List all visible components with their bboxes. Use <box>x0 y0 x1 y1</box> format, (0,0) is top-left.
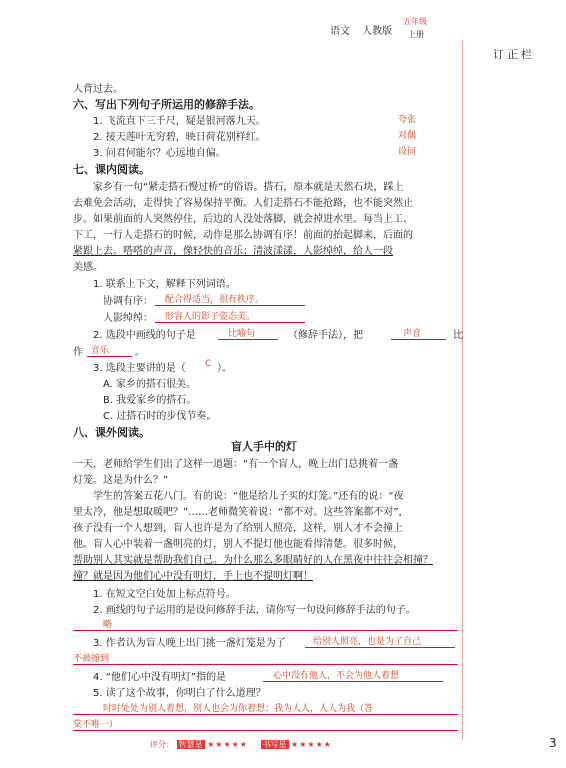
passage-line: 去难免会活动，走得快了容易保持平衡。人们走搭石不能抢路，也不能突然止 <box>73 198 413 209</box>
writing-star-label: 书写星 <box>262 740 287 749</box>
story-line: 灯笼。这是为什么？” <box>73 475 169 486</box>
wisdom-stars: ★★★★★ <box>207 740 248 749</box>
section-six-title: 六、写出下列句子所运用的修辞手法。 <box>73 98 260 111</box>
q8-5-answer: 时时处处为别人着想，别人也会为你着想；我为人人，人人为我（答 <box>103 704 374 714</box>
q7-1: 1. 联系上下文，解释下列词语。 <box>93 279 236 290</box>
story-line: 撞？就是因为他们心中没有明灯，手上也不提明灯啊！ <box>73 571 313 582</box>
publisher-label: 人教版 <box>362 26 392 37</box>
page-header <box>0 17 566 61</box>
passage-line: 紧跟上去。嗒嗒的声音，像轻快的音乐；清波漾漾，人影绰绰，给人一段 <box>73 246 393 257</box>
q8-3: 3. 作者认为盲人晚上出门挑一盏灯笼是为了 <box>93 638 286 649</box>
q8-2: 2. 画线的句子运用的是设问修辞手法，请你写一句设问修辞手法的句子。 <box>93 605 416 616</box>
q7-2-end: 。 <box>135 347 145 358</box>
option-b: B. 我爱家乡的搭石。 <box>103 395 197 406</box>
q7-2-bi: 比 <box>453 330 463 341</box>
q8-5-answer-cont: 棠不唯一） <box>73 720 119 730</box>
q6-3-answer: 设问 <box>398 147 417 157</box>
harmony-answer: 配合得适当，很有秩序。 <box>165 295 265 305</box>
volume-label: 上册 <box>408 30 424 39</box>
term-shadow: 人影绰绰： <box>103 313 153 324</box>
score-label: 评分： <box>150 740 174 749</box>
q7-2-zuo: 作 <box>73 347 83 358</box>
q8-1: 1. 在短文空白处加上标点符号。 <box>93 589 236 600</box>
q8-2-answer: 略 <box>103 620 113 630</box>
q7-3: 3. 选段主要讲的是（ <box>93 363 186 374</box>
q7-3-end: ）。 <box>217 363 232 374</box>
q7-2: 2. 选段中画线的句子是 <box>93 330 196 341</box>
page-number: 3 <box>549 736 557 750</box>
q7-2-mid: （修辞手法），把 <box>288 330 363 341</box>
passage-line: 步。如果前面的人突然停住，后边的人没处落脚，就会掉进水里。每当上工、 <box>73 214 413 225</box>
writing-stars: ★★★★★ <box>291 740 332 749</box>
option-a: A. 家乡的搭石很美。 <box>103 379 197 390</box>
shadow-answer: 形容人的影子姿态美。 <box>165 312 256 322</box>
q7-2-b: 音乐 <box>91 346 110 356</box>
q7-3-answer: C <box>205 359 212 369</box>
section-seven-title: 七、课内阅读。 <box>73 163 150 176</box>
q6-1-answer: 夸张 <box>398 115 417 125</box>
q6-2: 2. 接天莲叶无穷碧，映日荷花别样红。 <box>93 132 266 143</box>
grade-label: 五年级 <box>403 17 427 26</box>
text-line: 人背过去。 <box>73 84 123 95</box>
term-harmony: 协调有序： <box>103 296 153 307</box>
q8-5: 5. 读了这个故事，你明白了什么道理？ <box>93 688 266 699</box>
q8-4: 4. “他们心中没有明灯”指的是 <box>93 672 227 683</box>
correction-column-title: 订正栏 <box>493 48 535 61</box>
wisdom-star-label: 智慧星 <box>178 740 203 749</box>
q8-4-answer: 心中没有他人，不会为他人着想 <box>273 671 400 681</box>
section-eight-title: 八、课外阅读。 <box>73 426 150 439</box>
q8-3-answer-cont: 不被撞到 <box>73 654 110 664</box>
q8-3-answer: 给别人照亮，也是为了自己 <box>313 637 422 647</box>
score-footer <box>150 739 450 753</box>
story-line: 孩子没有一个人想到，盲人也许是为了给别人照亮，这样，别人才不会撞上 <box>73 523 403 534</box>
story-line: 一天，老师给学生们出了这样一道题：“有一个盲人，晚上出门总挑着一盏 <box>73 459 399 470</box>
subject-label: 语文 <box>330 26 350 37</box>
q6-2-answer: 对偶 <box>398 131 417 141</box>
passage-line: 家乡有一句“紧走搭石慢过桥”的俗语。搭石，原本就是天然石块，踩上 <box>93 182 404 193</box>
margin-divider <box>462 40 463 740</box>
q7-2-rhetoric: 比喻句 <box>228 329 256 339</box>
q6-3: 3. 问君何能尔？心远地自偏。 <box>93 148 226 159</box>
story-title: 盲人手中的灯 <box>231 440 297 453</box>
option-c: C. 过搭石时的步伐节奏。 <box>103 411 217 422</box>
passage-line: 美感。 <box>73 262 103 273</box>
story-line: 他。盲人心中装着一盏明亮的灯，别人不提灯他也能看得清楚。很多时候， <box>73 539 403 550</box>
q7-2-a: 声音 <box>403 329 422 339</box>
story-line: 学生的答案五花八门。有的说：“他是给儿子买的灯笼。”还有的说：“夜 <box>93 491 404 502</box>
q6-1: 1. 飞流直下三千尺，疑是银河落九天。 <box>93 116 266 127</box>
story-line: 里太冷，他是想取暖吧？”……老师微笑着说：“都不对。这些答案都不对”， <box>73 507 409 518</box>
passage-line: 下工，一行人走搭石的时候，动作是那么协调有序！前面的抬起脚来，后面的 <box>73 230 413 241</box>
story-line: 帮助别人其实就是帮助我们自己。为什么那么多眼睛好的人在黑夜中往往会相撞？ <box>73 555 433 566</box>
